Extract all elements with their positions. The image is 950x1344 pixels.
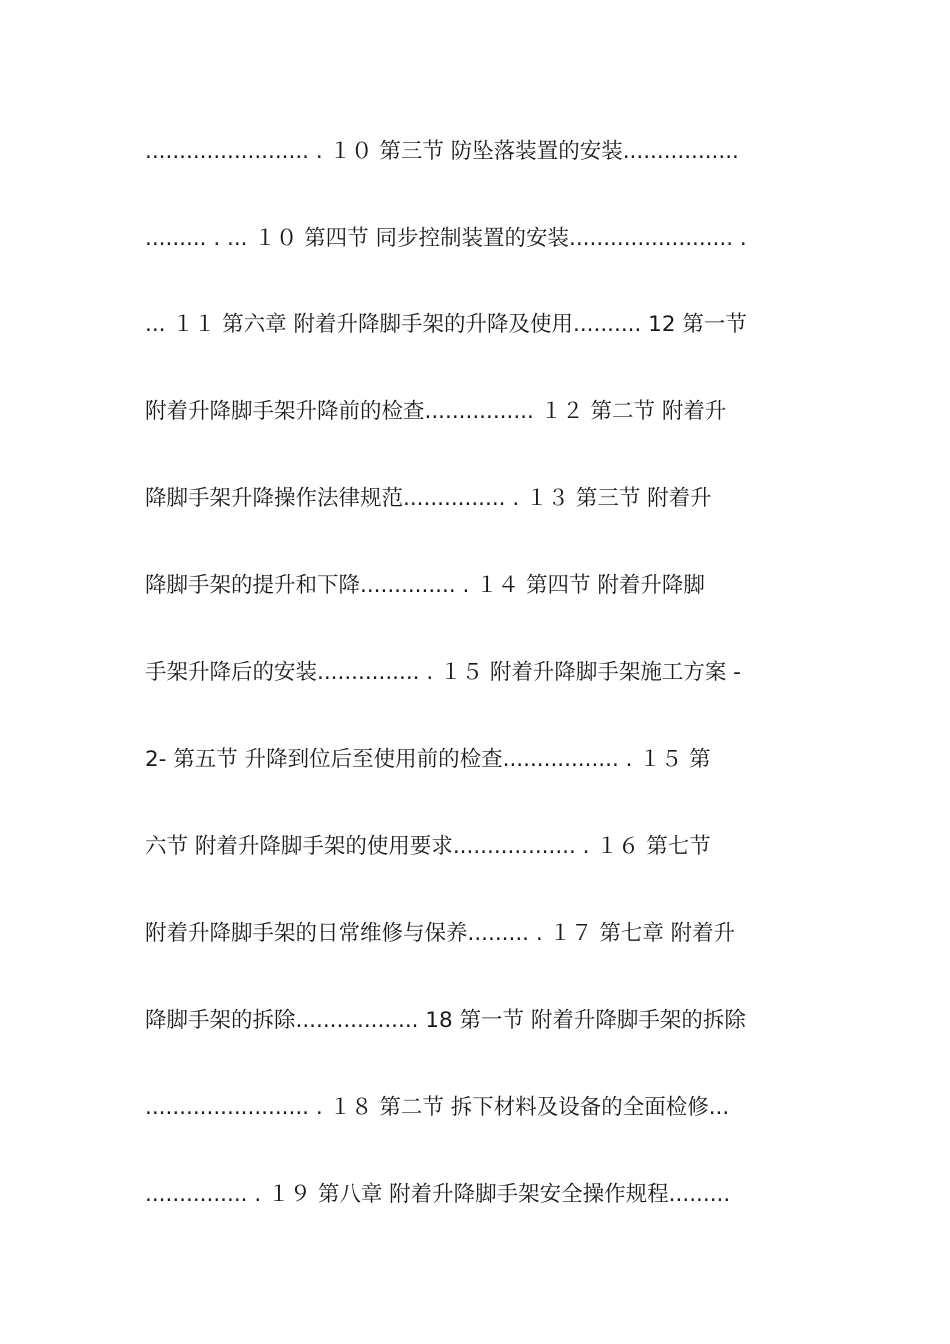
toc-text-line: 降脚手架的拆除.................. 18 第一节 附着升降脚手架的拆除 [145, 1008, 746, 1033]
toc-text-line: 附着升降脚手架升降前的检查................ １２ 第二节 附着升 [145, 399, 727, 424]
toc-text-line: ... １１ 第六章 附着升降脚手架的升降及使用.......... 12 第一节 [145, 312, 747, 337]
toc-text-line: 附着升降脚手架的日常维修与保养......... . １７ 第七章 附着升 [145, 921, 736, 946]
toc-text-line: 降脚手架的提升和下降.............. . １４ 第四节 附着升降脚 [145, 573, 705, 598]
toc-text-line: ........................ . １８ 第二节 拆下材料及设备的全面检修... [145, 1095, 730, 1120]
toc-text-line: 六节 附着升降脚手架的使用要求.................. . １６ 第七节 [145, 834, 711, 859]
toc-text-line: 手架升降后的安装............... . １５ 附着升降脚手架施工方案 - [145, 660, 741, 685]
toc-text-line: 降脚手架升降操作法律规范............... . １３ 第三节 附着升 [145, 486, 712, 511]
toc-text-line: 2- 第五节 升降到位后至使用前的检查................. . １５ 第 [145, 747, 711, 772]
toc-text-line: ........................ . １０ 第三节 防坠落装置的安装................. [145, 139, 739, 164]
toc-text-line: ............... . １９ 第八章 附着升降脚手架安全操作规程......... [145, 1182, 731, 1207]
toc-text-line: ......... . ... １０ 第四节 同步控制装置的安装........................ . [145, 226, 747, 251]
